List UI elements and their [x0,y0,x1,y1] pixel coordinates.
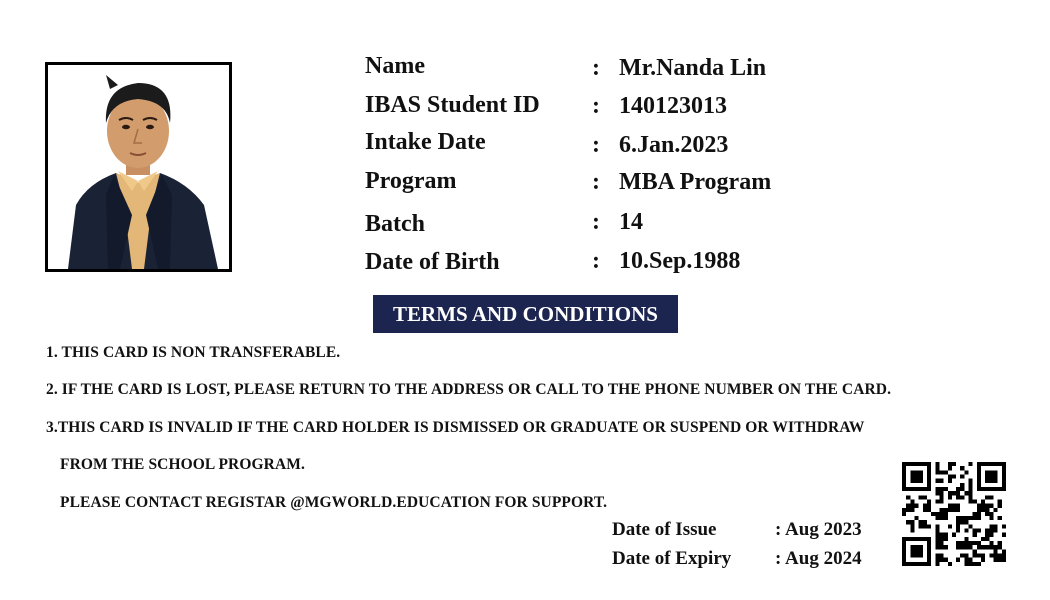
name-value: Mr.Nanda Lin [619,55,767,81]
intake-date-label: Intake Date [365,129,486,155]
student-id-label: IBAS Student ID [365,92,540,118]
expiry-date-label: Date of Expiry [612,548,732,569]
term-1: 1. THIS CARD IS NON TRANSFERABLE. [46,344,341,361]
name-colon: : [592,55,600,81]
qr-code [902,462,1006,566]
expiry-date-value: : Aug 2024 [775,548,862,569]
dob-colon: : [592,248,600,274]
issue-date-value: : Aug 2023 [775,519,862,540]
name-label: Name [365,53,425,79]
issue-date-label: Date of Issue [612,519,717,540]
program-colon: : [592,169,600,195]
term-3-continued: FROM THE SCHOOL PROGRAM. [60,456,305,473]
student-id-value: 140123013 [619,93,727,119]
program-label: Program [365,168,457,194]
support-contact: PLEASE CONTACT REGISTAR @MGWORLD.EDUCATION FOR SUPPORT. [60,494,608,511]
dob-value: 10.Sep.1988 [619,248,741,274]
terms-title-banner: TERMS AND CONDITIONS [373,295,678,333]
person-portrait-icon [48,65,229,269]
student-photo [45,62,232,272]
term-2: 2. IF THE CARD IS LOST, PLEASE RETURN TO THE ADDRESS OR CALL TO THE PHONE NUMBER ON THE CARD. [46,381,892,398]
student-id-colon: : [592,93,600,119]
batch-label: Batch [365,211,425,237]
batch-colon: : [592,209,600,235]
intake-date-value: 6.Jan.2023 [619,132,729,158]
intake-date-colon: : [592,132,600,158]
program-value: MBA Program [619,169,772,195]
term-3: 3.THIS CARD IS INVALID IF THE CARD HOLDER IS DISMISSED OR GRADUATE OR SUSPEND OR WITHDRAW [46,419,865,436]
batch-value: 14 [619,209,643,235]
qr-code-icon [902,462,1006,566]
dob-label: Date of Birth [365,249,500,275]
